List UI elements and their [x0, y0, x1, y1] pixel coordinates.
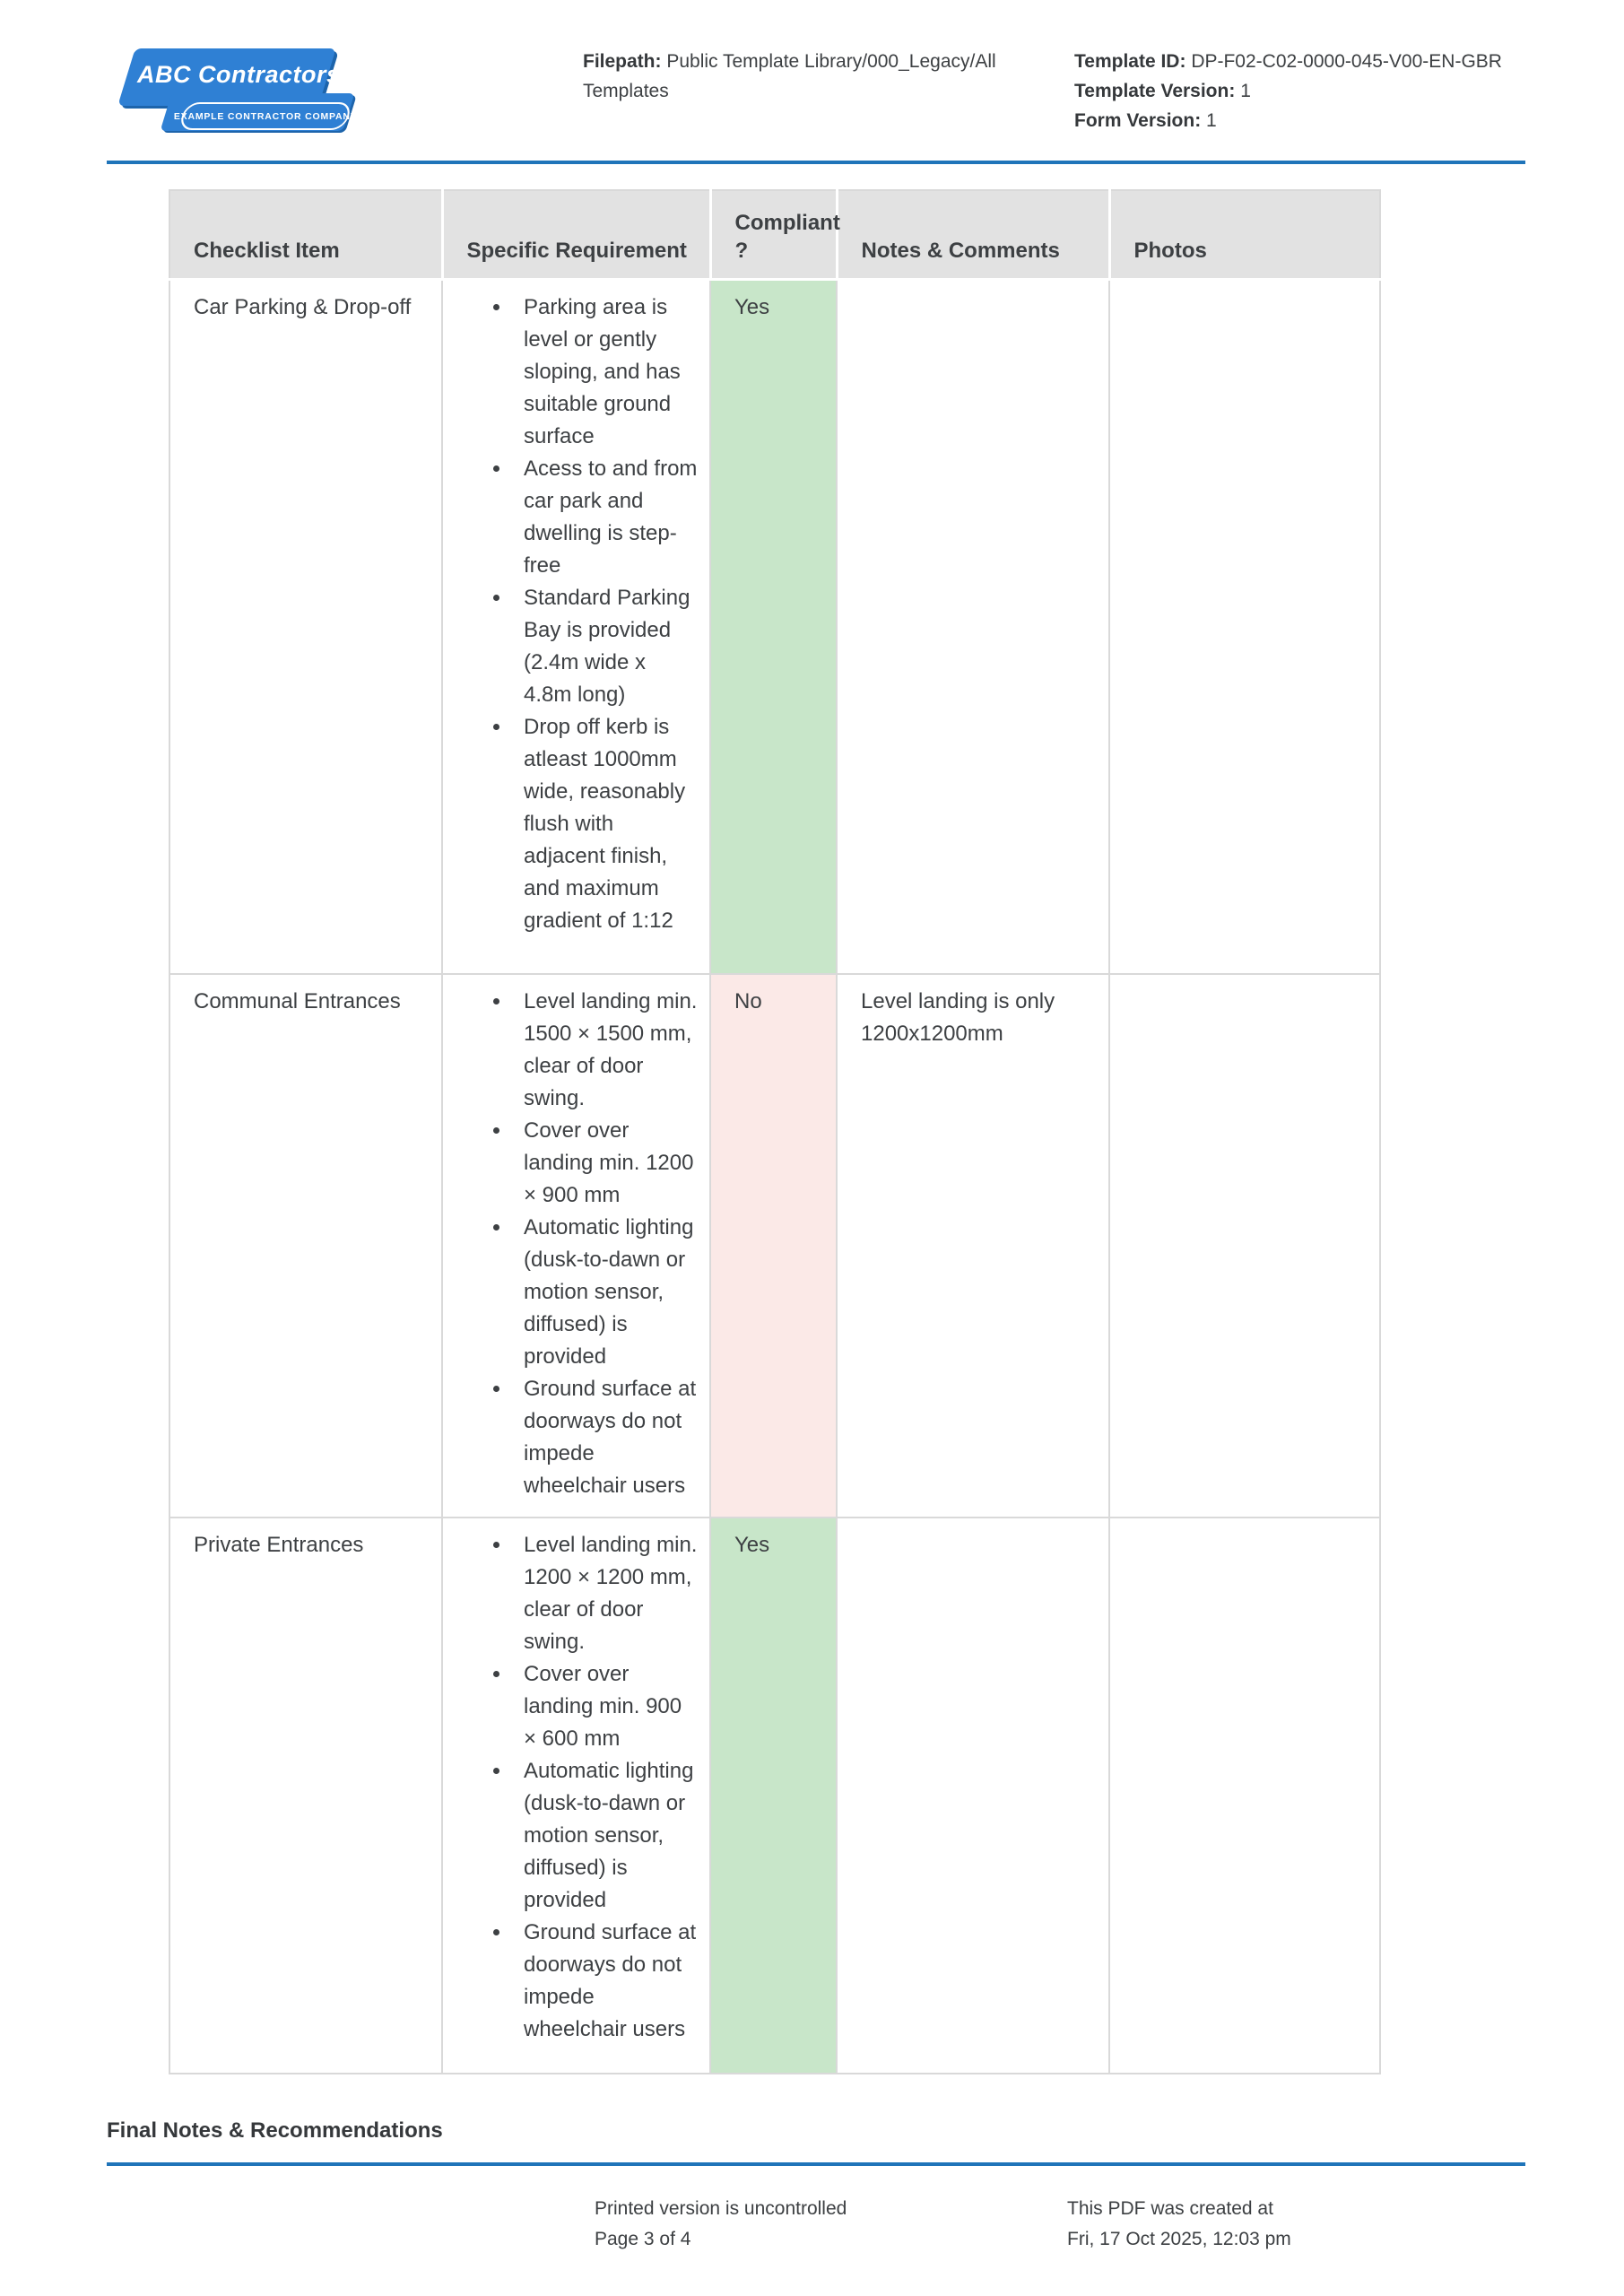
- template-version-value: 1: [1240, 81, 1251, 101]
- column-header-compliant: Compliant ?: [710, 190, 837, 279]
- form-version-label: Form Version:: [1074, 110, 1202, 131]
- column-header-specific-requirement: Specific Requirement: [442, 190, 710, 279]
- footer-created-date: Fri, 17 Oct 2025, 12:03 pm: [1067, 2229, 1291, 2249]
- requirement-item: Acess to and from car park and dwelling is step-free: [524, 453, 698, 582]
- final-notes-heading: Final Notes & Recommendations: [107, 2118, 443, 2143]
- requirement-item: Automatic lighting (dusk-to-dawn or motion sensor, diffused) is provided: [524, 1755, 698, 1917]
- footer-page-number: Page 3 of 4: [595, 2229, 691, 2249]
- form-version-line: [1074, 106, 1541, 135]
- requirement-item: Cover over landing min. 1200 × 900 mm: [524, 1115, 698, 1212]
- footer-divider: [107, 2162, 1525, 2166]
- template-meta-block: [1074, 47, 1541, 135]
- form-version-value: 1: [1206, 110, 1217, 131]
- logo-subtitle: EXAMPLE CONTRACTOR COMPANY: [173, 110, 358, 122]
- requirement-item: Drop off kerb is atleast 1000mm wide, reasonably flush with adjacent finish, and maximum gradient of 1:12: [524, 711, 698, 937]
- table-row: [169, 279, 1380, 974]
- requirements-cell: [442, 974, 710, 1518]
- column-header-notes-comments: Notes & Comments: [837, 190, 1109, 279]
- table-header-row: [169, 190, 1380, 279]
- company-logo: [107, 43, 358, 136]
- requirements-cell: [442, 1518, 710, 2074]
- checklist-item-cell: Private Entrances: [169, 1518, 442, 2074]
- table-row: [169, 974, 1380, 1518]
- logo-title: ABC Contractors: [137, 61, 341, 88]
- column-header-checklist-item: Checklist Item: [169, 190, 442, 279]
- column-header-photos: Photos: [1109, 190, 1380, 279]
- notes-cell: [837, 1518, 1109, 2074]
- requirement-item: Level landing min. 1200 × 1200 mm, clear of door swing.: [524, 1529, 698, 1658]
- template-id-value: DP-F02-C02-0000-045-V00-EN-GBR: [1191, 51, 1502, 72]
- filepath-block: [583, 47, 1031, 106]
- footer-left-block: [595, 2194, 847, 2255]
- requirements-list: [466, 291, 698, 937]
- compliant-cell: Yes: [710, 279, 837, 974]
- compliant-cell: Yes: [710, 1518, 837, 2074]
- checklist-table: [169, 189, 1381, 2074]
- template-version-line: [1074, 76, 1541, 106]
- template-id-label: Template ID:: [1074, 51, 1186, 72]
- requirement-item: Standard Parking Bay is provided (2.4m wide x 4.8m long): [524, 582, 698, 711]
- notes-cell: Level landing is only 1200x1200mm: [837, 974, 1109, 1518]
- footer-created-label: This PDF was created at: [1067, 2198, 1273, 2219]
- header-divider: [107, 161, 1525, 164]
- requirement-item: Level landing min. 1500 × 1500 mm, clear of door swing.: [524, 986, 698, 1115]
- photos-cell: [1109, 279, 1380, 974]
- table-row: [169, 1518, 1380, 2074]
- filepath-value: Public Template Library/000_Legacy/All Templates: [583, 51, 996, 101]
- requirements-cell: [442, 279, 710, 974]
- photos-cell: [1109, 1518, 1380, 2074]
- template-version-label: Template Version:: [1074, 81, 1236, 101]
- footer-printed-note: Printed version is uncontrolled: [595, 2198, 847, 2219]
- requirements-list: [466, 986, 698, 1502]
- template-id-line: [1074, 47, 1541, 76]
- checklist-item-cell: Communal Entrances: [169, 974, 442, 1518]
- compliant-cell: No: [710, 974, 837, 1518]
- notes-cell: [837, 279, 1109, 974]
- footer-right-block: [1067, 2194, 1291, 2255]
- filepath-label: Filepath:: [583, 51, 662, 72]
- checklist-item-cell: Car Parking & Drop-off: [169, 279, 442, 974]
- requirements-list: [466, 1529, 698, 2046]
- requirement-item: Automatic lighting (dusk-to-dawn or motion sensor, diffused) is provided: [524, 1212, 698, 1373]
- requirement-item: Ground surface at doorways do not impede wheelchair users: [524, 1373, 698, 1502]
- photos-cell: [1109, 974, 1380, 1518]
- requirement-item: Parking area is level or gently sloping, and has suitable ground surface: [524, 291, 698, 453]
- requirement-item: Ground surface at doorways do not impede wheelchair users: [524, 1917, 698, 2046]
- logo-subtitle-pill: [173, 102, 358, 130]
- requirement-item: Cover over landing min. 900 × 600 mm: [524, 1658, 698, 1755]
